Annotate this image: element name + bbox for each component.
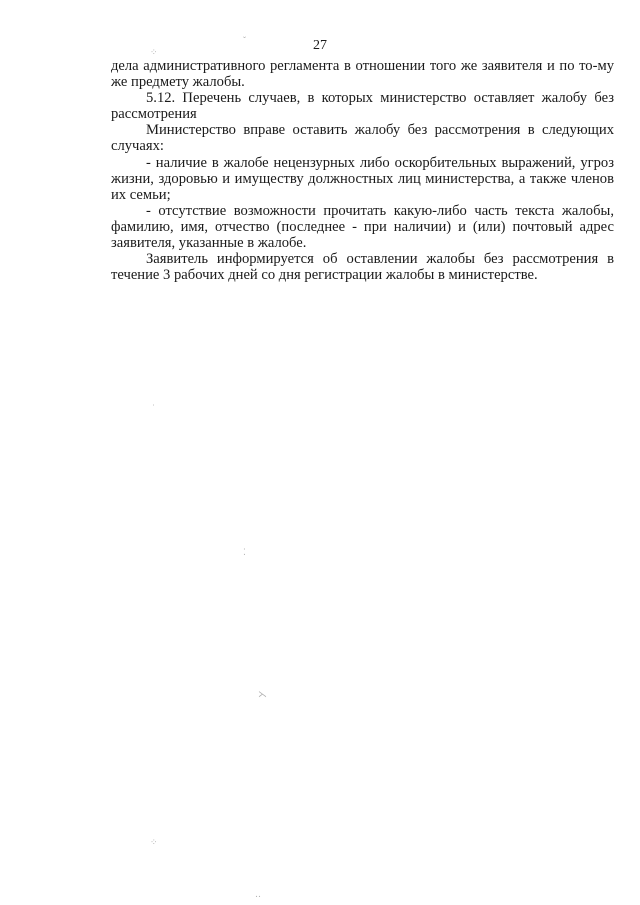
document-body bbox=[111, 58, 614, 283]
scan-speck: ˙ bbox=[152, 403, 155, 413]
paragraph: дела административного регламента в отношении того же заявителя и по то-му же предмету жалобы. bbox=[111, 58, 614, 91]
scan-speck: ‥ bbox=[255, 889, 262, 899]
paragraph: Заявитель информируется об оставлении жалобы без рассмотрения в течение 3 рабочих дней со дня регистрации жалобы в министерстве. bbox=[111, 251, 614, 284]
paragraph: - наличие в жалобе нецензурных либо оскорбительных выражений, угроз жизни, здоровью и имуществу должностных лиц министерства, а также членов их семьи; bbox=[111, 154, 614, 203]
paragraph: Министерство вправе оставить жалобу без рассмотрения в следующих случаях: bbox=[111, 122, 614, 155]
scan-speck: ˇ bbox=[243, 35, 246, 45]
scan-speck: ⋋ bbox=[258, 689, 267, 699]
paragraph: 5.12. Перечень случаев, в которых министерство оставляет жалобу без рассмотрения bbox=[111, 90, 614, 123]
scan-speck: ⁘ bbox=[150, 47, 158, 57]
scan-speck: ⁚ bbox=[243, 547, 246, 557]
paragraph: - отсутствие возможности прочитать какую-либо часть текста жалобы, фамилию, имя, отчество (последнее - при наличии) и (или) почтовый адрес заявителя, указанные в жалобе. bbox=[111, 202, 614, 252]
scan-speck: ⁘ bbox=[150, 837, 158, 847]
page-number: 27 bbox=[313, 38, 327, 53]
